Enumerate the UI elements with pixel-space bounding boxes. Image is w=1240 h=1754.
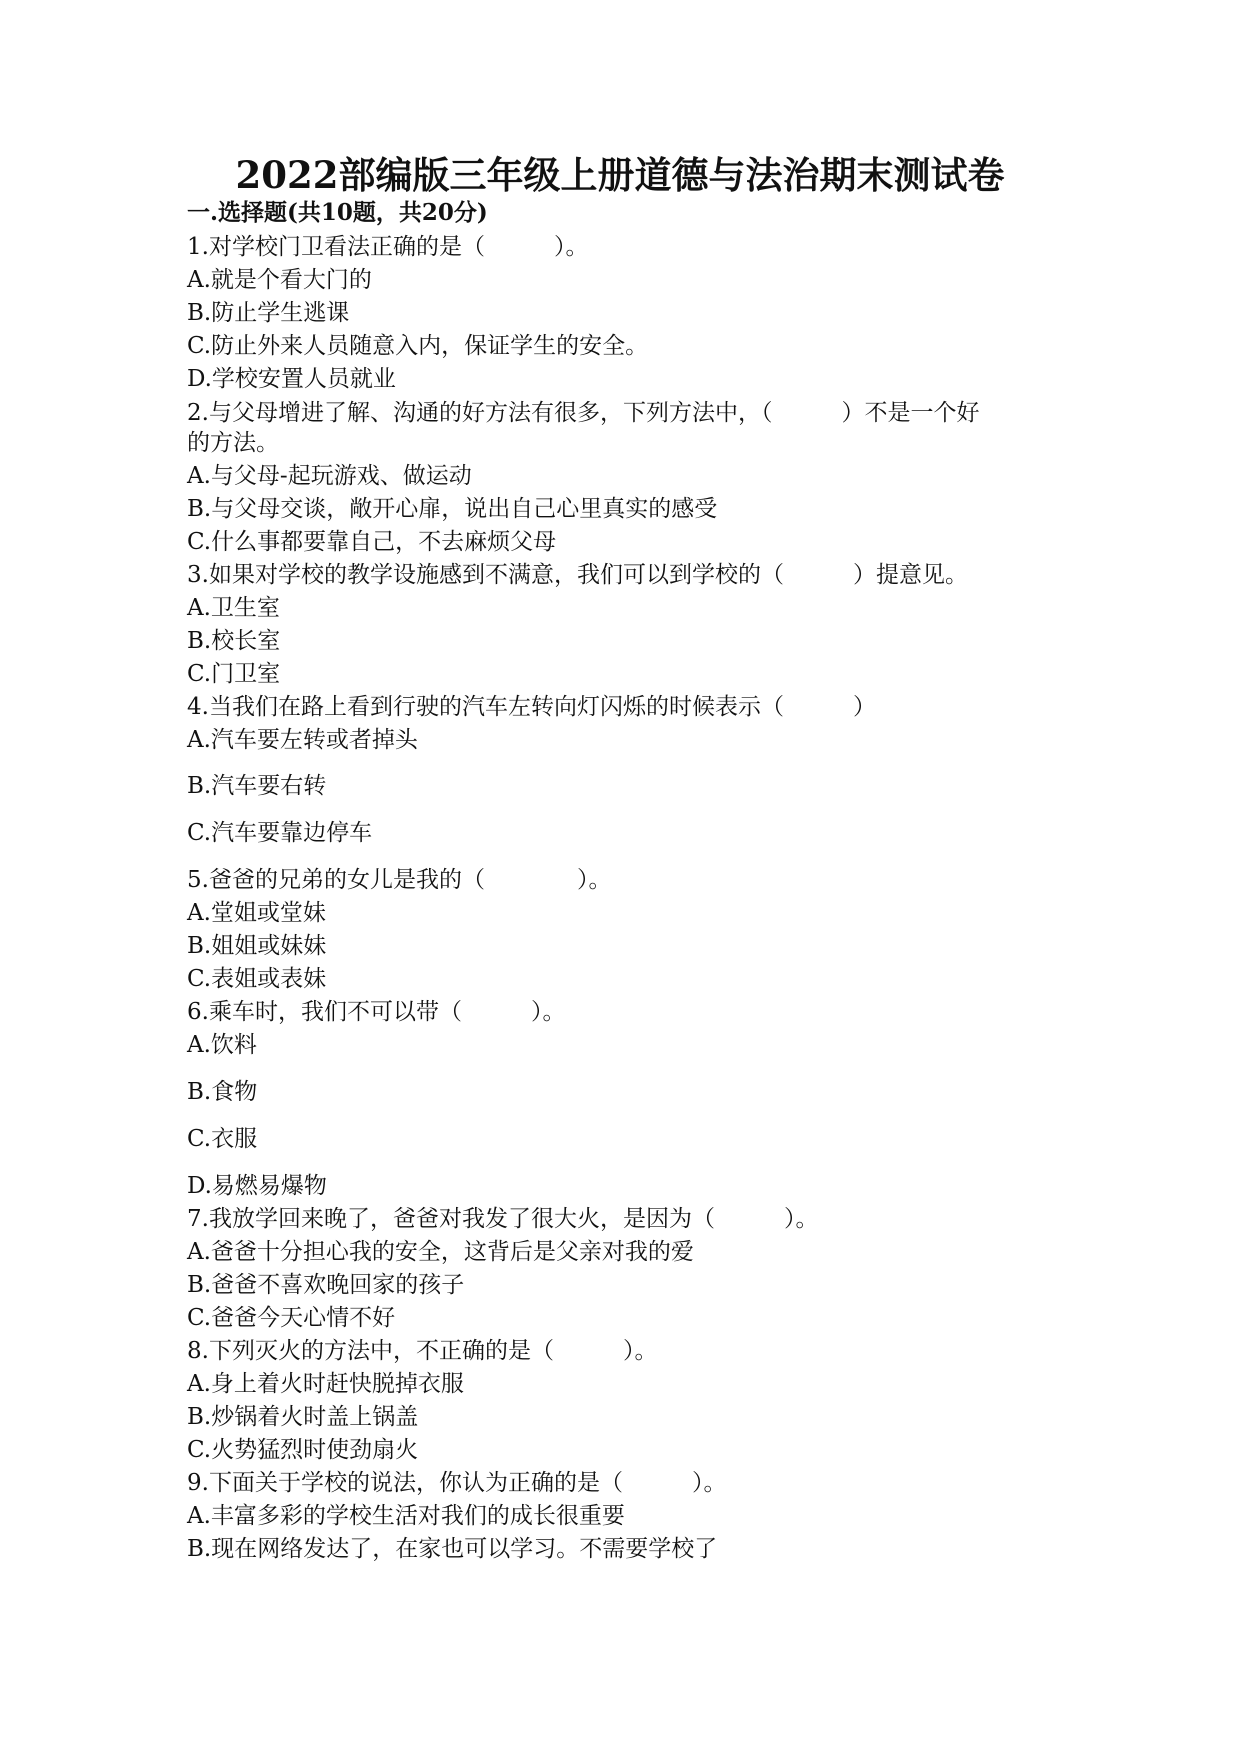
question-1-option-d: D.学校安置人员就业 xyxy=(187,366,396,392)
question-2-stem-line2: 的方法。 xyxy=(187,430,279,456)
question-7-stem: 7.我放学回来晚了，爸爸对我发了很大火，是因为（ ）。 xyxy=(187,1206,819,1232)
question-8-option-a: A.身上着火时赶快脱掉衣服 xyxy=(187,1371,464,1397)
question-5-stem: 5.爸爸的兄弟的女儿是我的（ ）。 xyxy=(187,867,612,893)
question-3-option-a: A.卫生室 xyxy=(187,595,280,621)
question-9-option-b: B.现在网络发达了，在家也可以学习。不需要学校了 xyxy=(187,1536,718,1562)
exam-title: 2022部编版三年级上册道德与法治期末测试卷 xyxy=(235,153,1005,197)
question-4-option-b: B.汽车要右转 xyxy=(187,773,327,799)
question-6-option-c: C.衣服 xyxy=(187,1126,258,1152)
question-8-stem: 8.下列灭火的方法中，不正确的是（ ）。 xyxy=(187,1338,658,1364)
question-1-option-a: A.就是个看大门的 xyxy=(187,267,372,293)
question-2-option-b: B.与父母交谈，敞开心扉，说出自己心里真实的感受 xyxy=(187,496,718,522)
question-3-stem: 3.如果对学校的教学设施感到不满意，我们可以到学校的（ ）提意见。 xyxy=(187,562,968,588)
question-4-option-a: A.汽车要左转或者掉头 xyxy=(187,727,418,753)
question-9-stem: 9.下面关于学校的说法，你认为正确的是（ ）。 xyxy=(187,1470,727,1496)
question-3-option-b: B.校长室 xyxy=(187,628,281,654)
question-1-stem: 1.对学校门卫看法正确的是（ ）。 xyxy=(187,234,589,260)
question-8-option-b: B.炒锅着火时盖上锅盖 xyxy=(187,1404,419,1430)
question-7-option-b: B.爸爸不喜欢晚回家的孩子 xyxy=(187,1272,465,1298)
question-5-option-c: C.表姐或表妹 xyxy=(187,966,327,992)
question-6-option-b: B.食物 xyxy=(187,1079,258,1105)
section-heading: 一.选择题(共10题，共20分) xyxy=(187,199,488,226)
question-2-option-a: A.与父母-起玩游戏、做运动 xyxy=(187,463,472,489)
question-1-option-b: B.防止学生逃课 xyxy=(187,300,350,326)
question-6-stem: 6.乘车时，我们不可以带（ ）。 xyxy=(187,999,566,1025)
question-6-option-d: D.易燃易爆物 xyxy=(187,1173,327,1199)
question-4-stem: 4.当我们在路上看到行驶的汽车左转向灯闪烁的时候表示（ ） xyxy=(187,694,876,720)
question-5-option-a: A.堂姐或堂妹 xyxy=(187,900,326,926)
question-6-option-a: A.饮料 xyxy=(187,1032,257,1058)
question-8-option-c: C.火势猛烈时使劲扇火 xyxy=(187,1437,419,1463)
question-2-stem-line1: 2.与父母增进了解、沟通的好方法有很多，下列方法中，（ ）不是一个好 xyxy=(187,400,980,426)
question-7-option-c: C.爸爸今天心情不好 xyxy=(187,1305,396,1331)
question-9-option-a: A.丰富多彩的学校生活对我们的成长很重要 xyxy=(187,1503,625,1529)
question-7-option-a: A.爸爸十分担心我的安全，这背后是父亲对我的爱 xyxy=(187,1239,694,1265)
question-4-option-c: C.汽车要靠边停车 xyxy=(187,820,373,846)
question-1-option-c: C.防止外来人员随意入内，保证学生的安全。 xyxy=(187,333,649,359)
question-3-option-c: C.门卫室 xyxy=(187,661,281,687)
question-5-option-b: B.姐姐或妹妹 xyxy=(187,933,327,959)
question-2-option-c: C.什么事都要靠自己，不去麻烦父母 xyxy=(187,529,557,555)
